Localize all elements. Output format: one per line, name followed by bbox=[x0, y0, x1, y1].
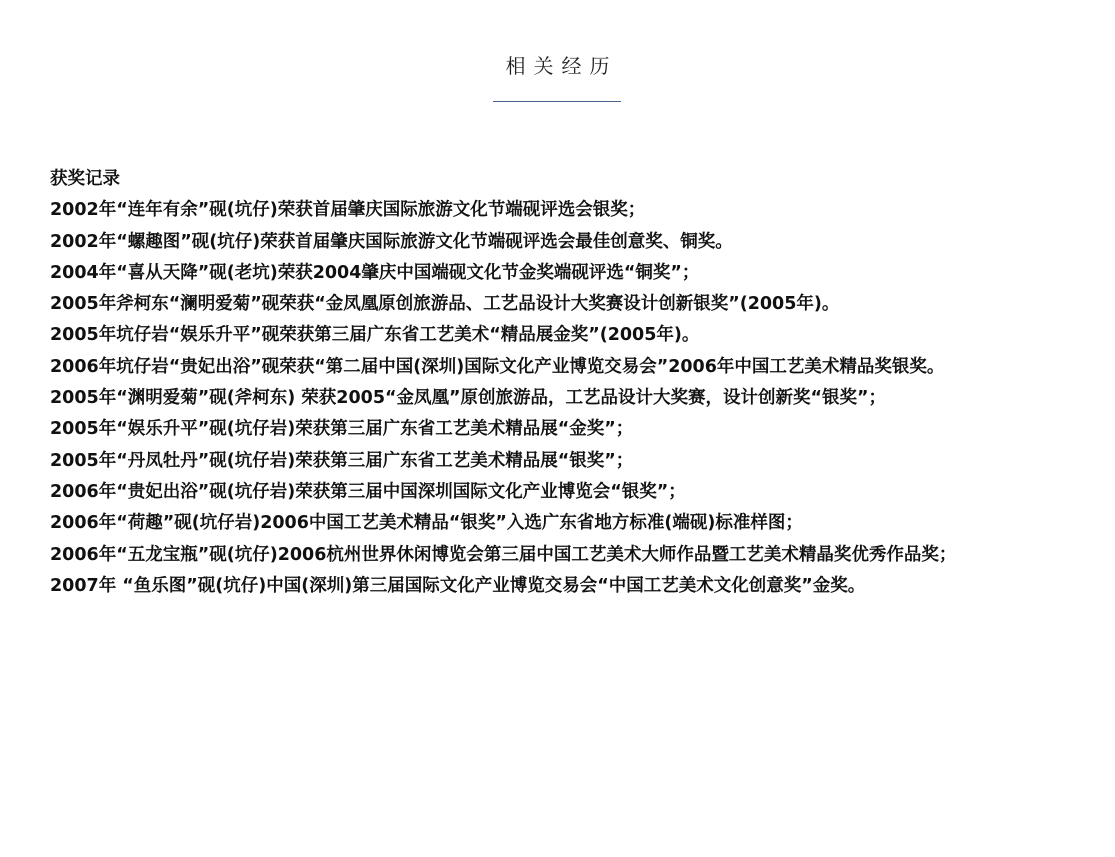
award-entry: 2002年“螺趣图”砚(坑仔)荣获首届肇庆国际旅游文化节端砚评选会最佳创意奖、铜奖。 bbox=[50, 231, 733, 252]
award-entry: 2004年“喜从天降”砚(老坑)荣获2004肇庆中国端砚文化节金奖端砚评选“铜奖”； bbox=[50, 262, 700, 283]
award-entry: 2002年“连年有余”砚(坑仔)荣获首届肇庆国际旅游文化节端砚评选会银奖； bbox=[50, 200, 646, 221]
page-title: 相关经历 bbox=[505, 54, 618, 78]
award-entry: 2006年“五龙宝瓶”砚(坑仔)2006杭州世界休闲博览会第三届中国工艺美术大师作品暨工艺美术精晶奖优秀作品奖； bbox=[50, 544, 957, 565]
award-entry: 2005年坑仔岩“娱乐升平”砚荣获第三届广东省工艺美术“精品展金奖”(2005年)。 bbox=[50, 325, 700, 346]
award-entry: 2006年“贵妃出浴”砚(坑仔岩)荣获第三届中国深圳国际文化产业博览会“银奖”； bbox=[50, 481, 686, 502]
award-entry: 2005年斧柯东“澜明爱菊”砚荣获“金凤凰原创旅游品、工艺品设计大奖赛设计创新银奖”(2005年)。 bbox=[50, 294, 840, 315]
title-underline bbox=[493, 101, 621, 102]
award-entry: 2005年“渊明爱菊”砚(斧柯东) 荣获2005“金凤凰”原创旅游品，工艺品设计大奖赛，设计创新奖“银奖”； bbox=[50, 388, 887, 409]
section-heading: 获奖记录 bbox=[50, 169, 120, 189]
award-entry: 2007年 “鱼乐图”砚(坑仔)中国(深圳)第三届国际文化产业博览交易会“中国工艺美术文化创意奖”金奖。 bbox=[50, 575, 866, 596]
awards-section bbox=[50, 164, 1080, 602]
award-entry: 2006年坑仔岩“贵妃出浴”砚荣获“第二届中国(深圳)国际文化产业博览交易会”2006年中国工艺美术精品奖银奖。 bbox=[50, 356, 945, 377]
award-entry: 2005年“丹凤牡丹”砚(坑仔岩)荣获第三届广东省工艺美术精品展“银奖”； bbox=[50, 450, 634, 471]
award-entry: 2005年“娱乐升平”砚(坑仔岩)荣获第三届广东省工艺美术精品展“金奖”； bbox=[50, 419, 634, 440]
award-entry: 2006年“荷趣”砚(坑仔岩)2006中国工艺美术精品“银奖”入选广东省地方标准(端砚)标准样图； bbox=[50, 513, 803, 534]
